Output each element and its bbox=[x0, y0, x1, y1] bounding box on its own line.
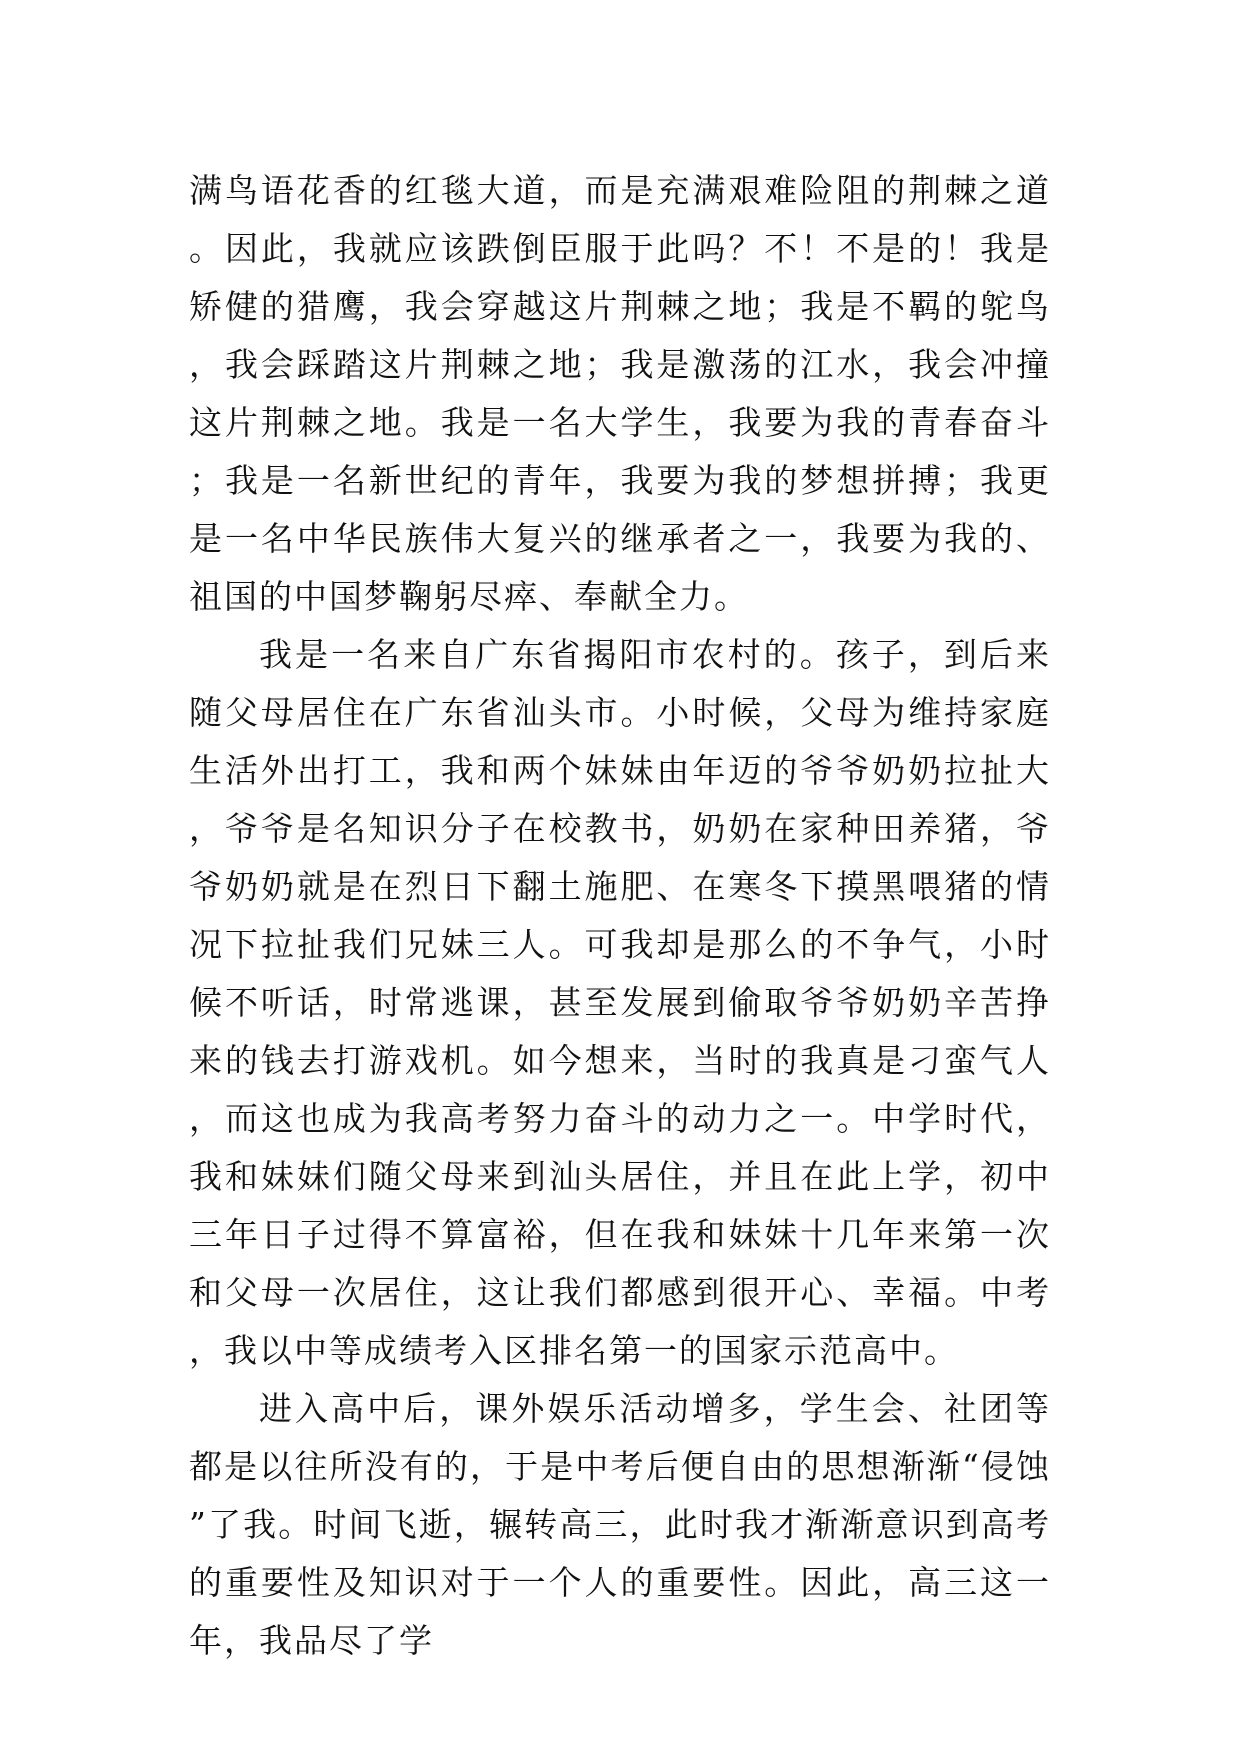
paragraph-3: 进入高中后，课外娱乐活动增多，学生会、社团等都是以往所没有的，于是中考后便自由的思想渐渐“侵蚀”了我。时间飞逝，辗转高三，此时我才渐渐意识到高考的重要性及知识对于一个人的重要性。因此，高三这一年，我品尽了学 bbox=[189, 1389, 1051, 1660]
paragraph-2: 我是一名来自广东省揭阳市农村的。孩子，到后来随父母居住在广东省汕头市。小时候，父母为维持家庭生活外出打工，我和两个妹妹由年迈的爷爷奶奶拉扯大，爷爷是名知识分子在校教书，奶奶在家种田养猪，爷爷奶奶就是在烈日下翻土施肥、在寒冬下摸黑喂猪的情况下拉扯我们兄妹三人。可我却是那么的不争气，小时候不听话，时常逃课，甚至发展到偷取爷爷奶奶辛苦挣来的钱去打游戏机。如今想来，当时的我真是刁蛮气人，而这也成为我高考努力奋斗的动力之一。中学时代，我和妹妹们随父母来到汕头居住，并且在此上学，初中三年日子过得不算富裕，但在我和妹妹十几年来第一次和父母一次居住，这让我们都感到很开心、幸福。中考，我以中等成绩考入区排名第一的国家示范高中。 bbox=[189, 635, 1051, 1370]
document-body bbox=[189, 162, 1051, 1670]
paragraph-1: 满鸟语花香的红毯大道，而是充满艰难险阻的荆棘之道。因此，我就应该跌倒臣服于此吗？不！不是的！我是矫健的猎鹰，我会穿越这片荆棘之地；我是不羁的鸵鸟，我会踩踏这片荆棘之地；我是激荡的江水，我会冲撞这片荆棘之地。我是一名大学生，我要为我的青春奋斗；我是一名新世纪的青年，我要为我的梦想拼搏；我更是一名中华民族伟大复兴的继承者之一，我要为我的、祖国的中国梦鞠躬尽瘁、奉献全力。 bbox=[189, 171, 1051, 616]
